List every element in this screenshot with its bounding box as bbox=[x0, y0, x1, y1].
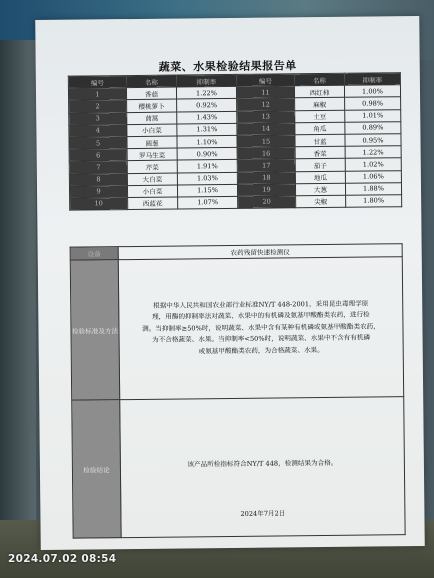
header-cell: 名称 bbox=[126, 75, 176, 88]
cell-id: 5 bbox=[69, 137, 127, 150]
cell-rate: 1.01% bbox=[345, 109, 401, 122]
cell-id: 9 bbox=[69, 185, 127, 198]
cell-id: 15 bbox=[237, 135, 295, 148]
cell-name: 罗马生菜 bbox=[127, 148, 177, 161]
cell-id: 17 bbox=[237, 159, 295, 172]
cell-rate: 1.22% bbox=[345, 146, 401, 159]
cell-rate: 0.89% bbox=[345, 121, 401, 134]
cell-rate: 0.98% bbox=[345, 97, 401, 110]
cell-id: 16 bbox=[237, 147, 295, 160]
cell-name: 樱桃萝卜 bbox=[127, 99, 177, 112]
cell-name: 土豆 bbox=[295, 110, 345, 123]
cell-rate: 1.80% bbox=[346, 195, 402, 208]
details-table bbox=[70, 243, 406, 538]
cell-rate: 1.07% bbox=[178, 196, 238, 209]
cell-rate: 1.43% bbox=[177, 111, 237, 124]
cell-id: 3 bbox=[69, 112, 127, 125]
report-title: 蔬菜、水果检验结果报告单 bbox=[158, 59, 297, 74]
cell-name: 甘蓝 bbox=[295, 134, 345, 147]
cell-id: 7 bbox=[69, 161, 127, 174]
cell-id: 20 bbox=[238, 196, 296, 209]
cell-id: 14 bbox=[237, 123, 295, 136]
cell-name: 尖椒 bbox=[296, 195, 346, 208]
cell-name: 地瓜 bbox=[295, 171, 345, 184]
cell-rate: 0.92% bbox=[177, 99, 237, 112]
conclusion-label: 检验结论 bbox=[72, 400, 121, 538]
cell-id: 19 bbox=[237, 183, 295, 196]
cell-id: 4 bbox=[69, 124, 127, 137]
method-row bbox=[70, 257, 403, 400]
cell-rate: 0.95% bbox=[345, 134, 401, 147]
cell-id: 6 bbox=[69, 149, 127, 162]
cell-name: 芹菜 bbox=[127, 160, 177, 173]
photo-timestamp: 2024.07.02 08:54 bbox=[8, 553, 117, 565]
method-line: 根据中华人民共和国农业部行业标准NY/T 448-2001，采用昆虫毒理学原 bbox=[153, 299, 369, 310]
cell-name: 大葱 bbox=[295, 183, 345, 196]
cell-id: 2 bbox=[69, 100, 127, 113]
report-sheet bbox=[35, 16, 425, 550]
header-cell: 名称 bbox=[294, 73, 344, 86]
cell-rate: 1.88% bbox=[345, 182, 401, 195]
cell-id: 11 bbox=[236, 86, 294, 99]
cell-name: 茼蒿 bbox=[127, 112, 177, 125]
conclusion-cell bbox=[120, 397, 405, 538]
header-cell: 抑制率 bbox=[344, 73, 400, 86]
cell-rate: 1.00% bbox=[344, 85, 400, 98]
cell-rate: 1.02% bbox=[345, 158, 401, 171]
table-row bbox=[70, 195, 402, 211]
results-table bbox=[68, 72, 402, 211]
cell-rate: 1.91% bbox=[177, 160, 237, 173]
cell-name: 角瓜 bbox=[295, 122, 345, 135]
cell-name: 茄子 bbox=[295, 159, 345, 172]
header-cell: 编号 bbox=[236, 74, 294, 87]
cell-rate: 1.10% bbox=[177, 135, 237, 148]
cell-name: 麻椒 bbox=[295, 98, 345, 111]
method-line: 测。当抑制率≥50%时，说明蔬菜、水果中含有某种有机磷或氨基甲酸酯类农药， bbox=[142, 322, 380, 333]
method-line: 为不合格蔬菜、水果。当抑制率<50%时，说明蔬菜、水果中不含有有机磷 bbox=[152, 333, 371, 345]
cell-rate: 0.90% bbox=[177, 148, 237, 161]
header-cell: 抑制率 bbox=[176, 74, 236, 87]
method-line: 理，用酶的抑制率法对蔬菜、水果中的有机磷及氨基甲酸酯类农药，进行检 bbox=[152, 310, 370, 322]
method-line: 或氨基甲酸酯类农药，为合格蔬菜、水果。 bbox=[198, 345, 324, 356]
background-left bbox=[0, 40, 36, 560]
cell-name: 西蓝花 bbox=[128, 197, 178, 210]
cell-id: 10 bbox=[70, 197, 128, 210]
cell-id: 8 bbox=[69, 173, 127, 186]
cell-rate: 1.31% bbox=[177, 123, 237, 136]
cell-id: 1 bbox=[68, 88, 126, 101]
header-cell: 编号 bbox=[68, 76, 126, 89]
cell-name: 小白菜 bbox=[127, 185, 177, 198]
cell-id: 12 bbox=[237, 98, 295, 111]
report-date: 2024年7月2日 bbox=[240, 509, 286, 518]
cell-rate: 1.06% bbox=[345, 170, 401, 183]
conclusion-text: 该产品所检指标符合NY/T 448，检测结果为合格。 bbox=[187, 458, 338, 468]
cell-name: 小白菜 bbox=[127, 124, 177, 137]
cell-id: 18 bbox=[237, 171, 295, 184]
cell-name: 西红柿 bbox=[294, 85, 344, 98]
equipment-label: 设备 bbox=[70, 247, 118, 261]
cell-rate: 1.15% bbox=[177, 184, 237, 197]
cell-name: 大白菜 bbox=[127, 173, 177, 186]
cell-rate: 1.22% bbox=[176, 87, 236, 100]
cell-rate: 1.03% bbox=[177, 172, 237, 185]
cell-id: 13 bbox=[237, 110, 295, 123]
cell-name: 香菇 bbox=[126, 87, 176, 100]
equipment-value: 农药残留快速检测仪 bbox=[118, 244, 402, 260]
method-label: 检验标准及方法 bbox=[70, 260, 119, 400]
method-text bbox=[118, 257, 403, 400]
cell-name: 圆葱 bbox=[127, 136, 177, 149]
cell-name: 香菜 bbox=[295, 146, 345, 159]
conclusion-row bbox=[72, 397, 405, 538]
